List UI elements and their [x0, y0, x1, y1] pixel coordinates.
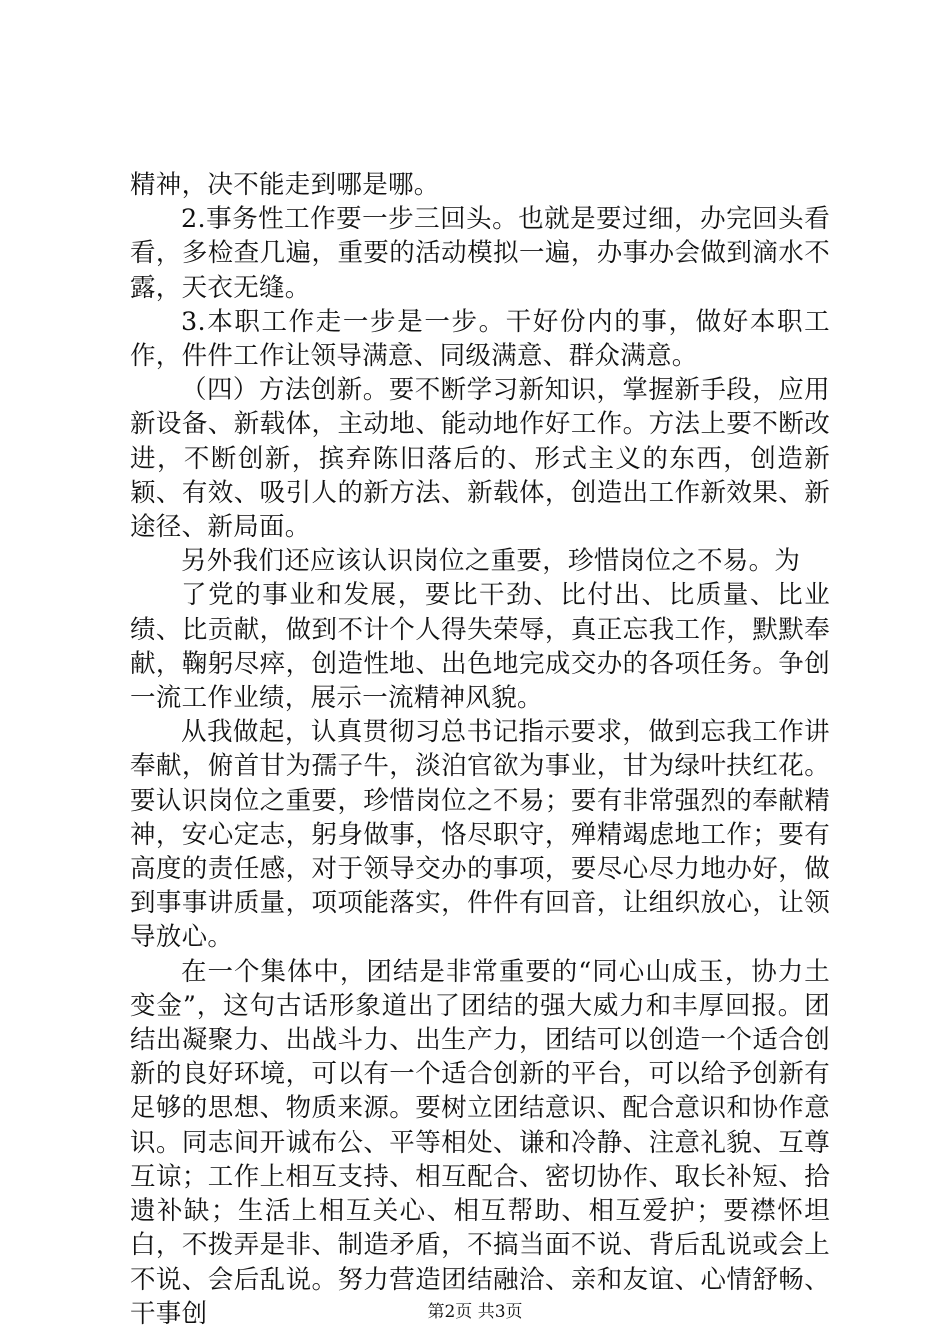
paragraph-6: 了党的事业和发展，要比干劲、比付出、比质量、比业绩、比贡献，做到不计个人得失荣辱，真正忘我工作，默默奉献，鞠躬尽瘁，创造性地、出色地完成交办的各项任务。争创一流工作业绩，展示一流精神风貌。	[130, 580, 830, 714]
paragraph-1: 精神，决不能走到哪是哪。	[130, 170, 440, 200]
paragraph-7: 从我做起，认真贯彻习总书记指示要求，做到忘我工作讲奉献，俯首甘为孺子牛，淡泊官欲为事业，甘为绿叶扶红花。要认识岗位之重要，珍惜岗位之不易；要有非常强烈的奉献精神，安心定志，躬身做事，恪尽职守，殚精竭虑地工作；要有高度的责任感，对于领导交办的事项，要尽心尽力地办好，做到事事讲质量，项项能落实，件件有回音，让组织放心，让领导放心。	[130, 717, 830, 953]
paragraph-2: 2.事务性工作要一步三回头。也就是要过细，办完回头看看，多检查几遍，重要的活动模拟一遍，办事办会做到滴水不露，天衣无缝。	[130, 204, 830, 303]
paragraph-4: （四）方法创新。要不断学习新知识，掌握新手段，应用新设备、新载体，主动地、能动地作好工作。方法上要不断改进，不断创新，摈弃陈旧落后的、形式主义的东西，创造新颖、有效、吸引人的新方法、新载体，创造出工作新效果、新途径、新局面。	[130, 375, 830, 543]
page-footer: 第2页 共3页	[427, 1302, 523, 1322]
paragraph-3: 3.本职工作走一步是一步。干好份内的事，做好本职工作，件件工作让领导满意、同级满意、群众满意。	[130, 306, 830, 372]
document-body	[130, 168, 830, 1331]
paragraph-5: 另外我们还应该认识岗位之重要，珍惜岗位之不易。为	[181, 546, 801, 577]
paragraph-8: 在一个集体中，团结是非常重要的“同心山成玉，协力土变金”，这句古话形象道出了团结的强大威力和丰厚回报。团结出凝聚力、出战斗力、出生产力，团结可以创造一个适合创新的良好环境，可以有一个适合创新的平台，可以给予创新有足够的思想、物质来源。要树立团结意识、配合意识和协作意识。同志间开诚布公、平等相处、谦和冷静、注意礼貌、互尊互谅；工作上相互支持、相互配合、密切协作、取长补短、拾遗补缺；生活上相互关心、相互帮助、相互爱护；要襟怀坦白，不拨弄是非、制造矛盾，不搞当面不说、背后乱说或会上不说、会后乱说。努力营造团结融洽、亲和友谊、心情舒畅、干事创	[130, 956, 830, 1329]
